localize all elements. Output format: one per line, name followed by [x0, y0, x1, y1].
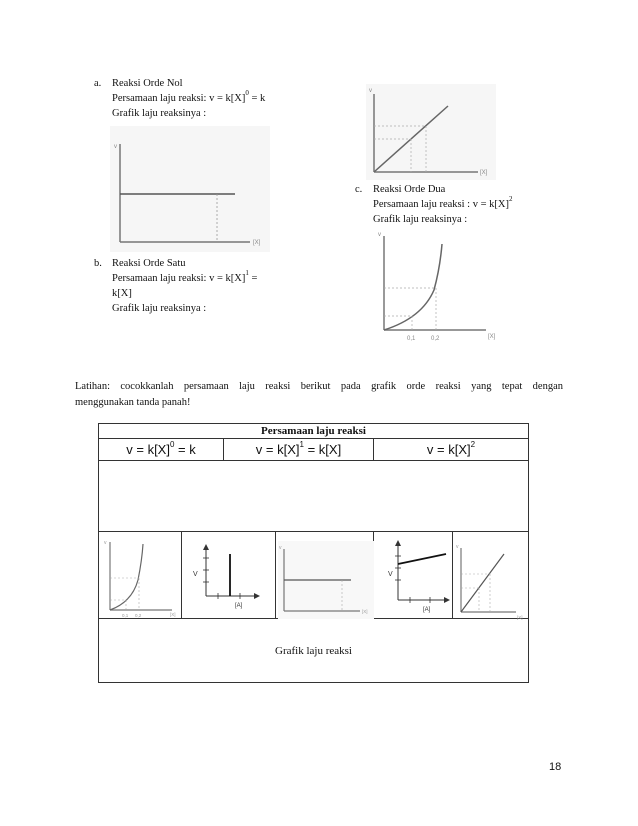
opt1-tick-02: 0,2 [135, 613, 142, 618]
section-c-graph-label: Grafik laju reaksinya : [373, 214, 468, 225]
opt1-x-label: [X] [170, 612, 176, 617]
second-order-graph [374, 230, 514, 350]
opt4-a-label: [A] [423, 607, 431, 613]
section-b-equation: Persamaan laju reaksi: $v = k[X]^1$ = [112, 269, 258, 284]
equation-first-order[interactable]: $v = k[X]^1 = k[X]$ [224, 439, 374, 461]
section-b-graph-label: Grafik laju reaksinya : [112, 303, 207, 314]
option-graph-horizontal-line[interactable] [278, 541, 374, 619]
equation-second-order[interactable]: $v = k[X]^2$ [374, 439, 529, 461]
section-b-title: Reaksi Orde Satu [112, 258, 186, 269]
section-c-title: Reaksi Orde Dua [373, 184, 446, 195]
opt3-x-label: [X] [362, 609, 368, 614]
opt1-v-label: v [104, 540, 107, 546]
page-number: 18 [549, 761, 562, 773]
section-b-equation-line2: k[X] [112, 288, 132, 299]
opt2-a-label: [A] [235, 603, 243, 609]
second-order-x-label: [X] [488, 334, 496, 340]
zero-order-x-label: [X] [253, 240, 261, 246]
exercise-instruction-line2: menggunakan tanda panah! [75, 397, 191, 408]
section-c-marker: c. [355, 184, 363, 195]
section-a-marker: a. [94, 78, 102, 89]
second-order-tick-02: 0,2 [431, 336, 440, 342]
option-graph-diagonal-line[interactable] [456, 540, 528, 620]
equation-zero-order[interactable]: $v = k[X]^0 = k$ [99, 439, 224, 461]
section-a-graph-label: Grafik laju reaksinya : [112, 108, 207, 119]
exercise-instruction: Latihan: cocokkanlah persamaan laju reaksi berikut pada grafik orde reaksi yang tepat dengan [75, 381, 563, 392]
section-c-equation: Persamaan laju reaksi : $v = k[X]^2$ [373, 195, 513, 210]
opt2-v-label: V [193, 571, 198, 578]
opt5-x-label: [X] [517, 615, 523, 620]
opt3-v-label: v [279, 545, 282, 551]
zero-order-v-label: v [114, 144, 117, 150]
first-order-v-label: v [369, 88, 372, 94]
first-order-graph [366, 84, 496, 180]
table-header: Persamaan laju reaksi [99, 424, 529, 439]
zero-order-graph [110, 126, 270, 252]
option-graph-second-order[interactable] [102, 536, 178, 620]
section-a-equation: Persamaan laju reaksi: $v = k[X]^0 = k$ [112, 89, 266, 104]
opt1-tick-01: 0,1 [122, 613, 129, 618]
first-order-x-label: [X] [480, 170, 488, 176]
opt4-v-label: V [388, 571, 393, 578]
section-a-title: Reaksi Orde Nol [112, 78, 183, 89]
opt5-v-label: v [456, 544, 459, 550]
section-b-marker: b. [94, 258, 102, 269]
option-graph-vertical-line[interactable] [184, 540, 274, 620]
graph-footer-label: Grafik laju reaksi [99, 619, 529, 683]
arrow-drawing-area[interactable] [99, 461, 529, 532]
option-graph-inclined-line[interactable] [384, 536, 456, 620]
second-order-v-label: v [378, 232, 381, 238]
second-order-tick-01: 0,1 [407, 336, 416, 342]
equation-row [99, 439, 529, 461]
